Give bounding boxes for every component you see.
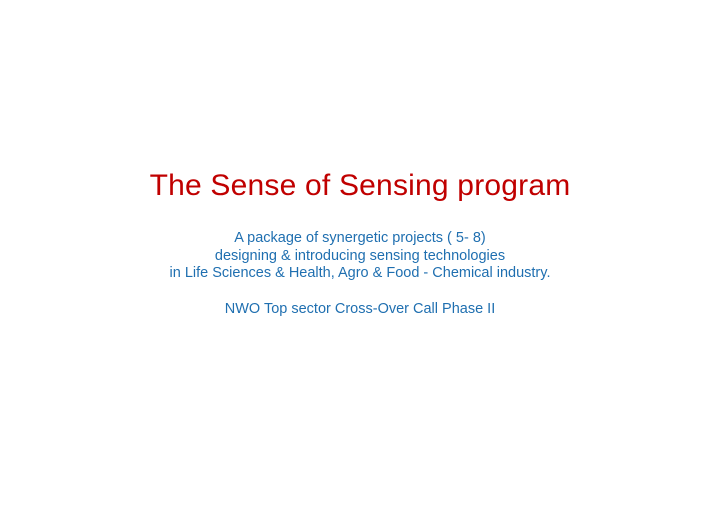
subtitle-block bbox=[0, 230, 720, 283]
footnote-block bbox=[0, 301, 720, 319]
page-title: The Sense of Sensing program bbox=[149, 169, 571, 202]
subtitle-line-1: A package of synergetic projects ( 5- 8) bbox=[234, 230, 486, 246]
subtitle-line-3: in Life Sciences & Health, Agro & Food - Chemical industry. bbox=[169, 265, 551, 281]
subtitle-line-2: designing & introducing sensing technologies bbox=[214, 247, 506, 264]
title-block bbox=[0, 168, 720, 204]
call-reference-text: NWO Top sector Cross-Over Call Phase II bbox=[224, 301, 496, 317]
